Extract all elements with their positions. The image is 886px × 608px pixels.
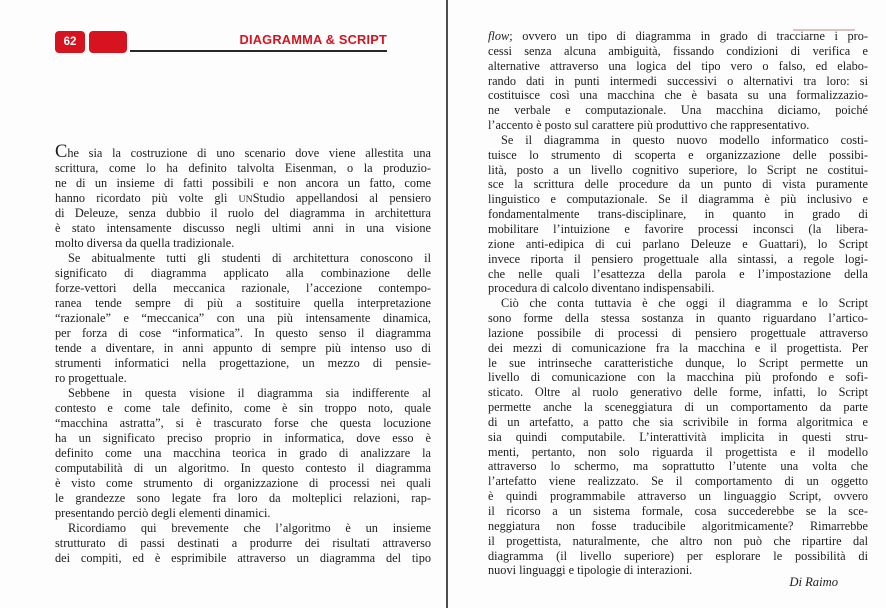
text-line: tende a diventare, in anni appunto di sempre più intenso uso di (55, 341, 431, 355)
red-tab (89, 31, 127, 53)
text-line: forze-vettori della meccanica razionale, l’accezione contempo- (55, 281, 431, 295)
text-line: sono forme della stessa sostanza in quanto riguardano l’artico- (488, 311, 868, 326)
text-line: le grandezze sono legate fra loro da molteplici relazioni, rap- (55, 491, 431, 505)
page-number: 62 (63, 36, 77, 48)
text-line: è visto come strumento di organizzazione di processi nei quali (55, 476, 431, 490)
text-line: è stato intensamente discusso negli ultimi anni in una visione (55, 221, 431, 235)
text-line: Se abitualmente tutti gli studenti di architettura conoscono il (68, 251, 431, 265)
text-line: Ricordiamo qui brevemente che l’algoritmo è un insieme (68, 521, 431, 535)
text-line: Se il diagramma in questo nuovo modello informatico costi- (501, 132, 868, 147)
text-line: alternative attraverso una logica del tipo vero o falso, ed elabo- (488, 58, 868, 73)
text-line: sticato. Oltre al ruolo generativo delle forme, infatti, lo Script (488, 385, 868, 400)
text-line: contesto e come tale definito, come è sin troppo noto, quale (55, 401, 431, 415)
text-line: dei compiti, ed è esprimibile attraverso un diagramma del tipo (55, 551, 431, 565)
text-line: dei mezzi di comunicazione fra la macchina e il progettista. Per (488, 340, 868, 355)
text-line: il progettista, naturalmente, che altro non può che ripartire dal (488, 533, 868, 548)
text-line: tuisce lo strumento di scoperta e organizzazione delle possibi- (488, 147, 868, 162)
page-number-badge (55, 31, 85, 53)
text-line: diagramma (il livello superiore) per esplorare le possibilità di (488, 548, 868, 563)
text-line: mobilitare l’intuizione e favorire processi inconsci (la libera- (488, 221, 868, 236)
text-line: sia quindi computabile. L’interattività implicita in questi stru- (488, 429, 868, 444)
text-line: l’accento è posto sul carattere più produttivo che rappresentativo. (488, 118, 810, 133)
text-line: strutturato di passi destinati a produrre dei risultati attraverso (55, 536, 431, 550)
text-line: rando dati in punti intermedi successivi o alternativi tra loro: si (488, 73, 868, 88)
text-line: è quindi programmabile attraverso un linguaggio Script, ovvero (488, 489, 868, 504)
text-line: significato di diagramma applicato alla combinazione delle (55, 266, 431, 280)
text-line: “macchina astratta”, si è trascurato forse che questa locuzione (55, 416, 431, 430)
text-line: hanno ricordato più volte gli UNStudio appellandosi al pensiero (55, 191, 431, 205)
text-line: scrittura, come lo ha definito talvolta Eisenman, o la produzio- (55, 161, 431, 175)
text-line: ranea tende sempre di più a sostituire quella interpretazione (55, 296, 431, 310)
text-line: neggiatura non fosse traducibile algoritmicamente? Rimarrebbe (488, 518, 868, 533)
text-line: computabilità di un algoritmo. In questo contesto il diagramma (55, 461, 431, 475)
text-line: Sebbene in questa visione il diagramma sia indifferente al (68, 386, 431, 400)
running-title: DIAGRAMMA & SCRIPT (239, 32, 387, 47)
text-line: per forza di cose “informatica”. In questo senso il diagramma (55, 326, 431, 340)
text-line: menti, pertanto, non solo riguarda il progettista e il modello (488, 444, 868, 459)
text-line: le sue intrinseche caratteristiche dunque, lo Script permette un (488, 355, 868, 370)
text-line: Che sia la costruzione di uno scenario dove viene allestita una (55, 142, 431, 162)
text-line: di un artefatto, a patto che sia scrivibile in forma algoritmica e (488, 414, 868, 429)
text-line: cessi senza alcuna ambiguità, fissando condizioni di verifica e (488, 43, 868, 58)
left-page-text (55, 142, 431, 566)
text-line: molto diversa da quella tradizionale. (55, 236, 235, 250)
text-line: zione anti-edipica di cui parlano Deleuze e Guattari), lo Script (488, 236, 868, 251)
text-line: di Deleuze, senza dubbio il ruolo del diagramma in architettura (55, 206, 431, 220)
text-line: ne di un insieme di fatti possibili e non ancora un fatto, come (55, 176, 431, 190)
text-line: ne verbale e computazionale. Una macchina diciamo, poiché (488, 103, 868, 118)
text-line: l’artefatto viene realizzato. Se il comportamento di un oggetto (488, 474, 868, 489)
text-line: linguistico e computazionale. Se il diagramma è più inclusivo e (488, 192, 868, 207)
text-line: invece riporta il pensiero progettuale alla sintassi, a regole logi- (488, 251, 868, 266)
header-rule (130, 50, 387, 52)
text-line: fondamentalmente trans-disciplinare, in quanto in grado di (488, 207, 868, 222)
text-line: ro progettuale. (55, 371, 127, 385)
text-line: il ricorso a un sistema formale, cosa succederebbe se la sce- (488, 504, 868, 518)
text-line: Ciò che conta tuttavia è che oggi il diagramma e lo Script (501, 296, 868, 311)
text-line: attraverso lo schermo, ma soprattutto l’utente una volta che (488, 459, 868, 474)
text-line: “razionale” e “meccanica” con una più intensamente dinamica, (55, 311, 431, 325)
text-line: lazione possibile di processi di pensiero progettuale attraverso (488, 325, 868, 340)
text-line: che nelle quali l’esattezza della parola e l’impostazione della (488, 266, 868, 281)
text-line: lità, posto a un livello cognitivo superiore, lo Script ne costitui- (488, 162, 868, 177)
text-line: costituisce così una macchina che è basata su una formalizzazio- (488, 88, 868, 103)
text-line: presentando perciò degli elementi dinamici. (55, 506, 271, 520)
text-line: definito come una macchina teorica in grado di analizzare la (55, 446, 431, 460)
text-line: procedura di calcolo diventano indispensabili. (488, 281, 715, 296)
text-line: livello di comunicazione con la macchina più profondo e sofi- (488, 370, 868, 385)
text-line: strumenti informatici nella progettazione, un mezzo di pensie- (55, 356, 431, 370)
author-signature: Di Raimo (789, 575, 838, 589)
right-page-text (488, 29, 868, 578)
text-line: flow; ovvero un tipo di diagramma in grado di tracciarne i pro- (488, 29, 868, 43)
text-line: permette anche la sceneggiatura di un comportamento da parte (488, 400, 868, 415)
text-line: sce la scrittura delle procedure da un punto di vista puramente (488, 177, 868, 192)
text-line: ha un significato preciso proprio in informatica, dove esso è (55, 431, 431, 445)
text-line: nuovi linguaggi e tipologie di interazioni. (488, 563, 693, 578)
page-spine-divider (446, 0, 448, 608)
